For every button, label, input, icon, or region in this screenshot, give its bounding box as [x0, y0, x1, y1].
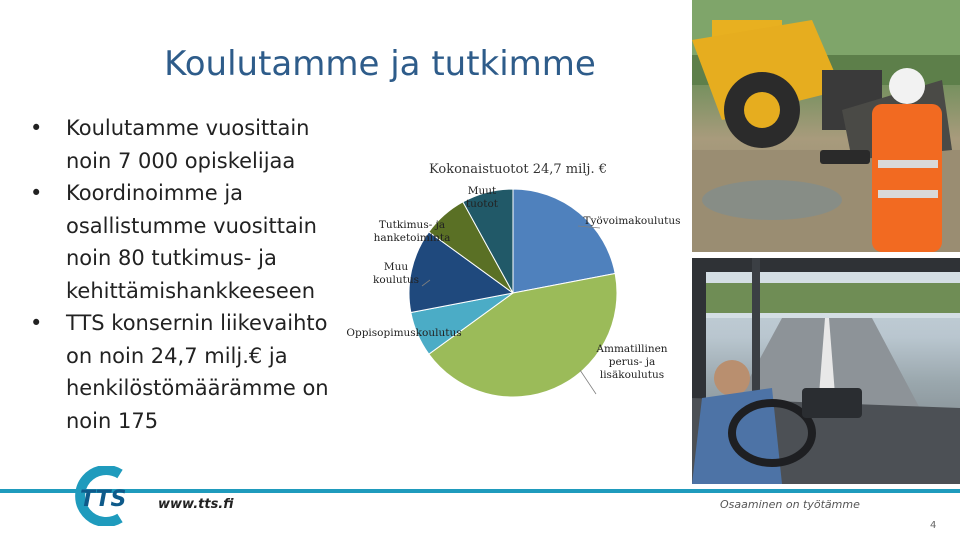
slice-label: Työvoimakoulutus — [583, 215, 681, 227]
bullet-item: • Koordinoimme ja osallistumme vuosittain noin 80 tutkimus- ja kehittämishankkeeseen — [30, 177, 350, 307]
slice-label: Ammatillinen perus- ja lisäkoulutus — [596, 343, 668, 381]
chart-title: Kokonaistuotot 24,7 milj. € — [429, 162, 607, 177]
bullet-item: • TTS konsernin liikevaihto on noin 24,7 milj.€ ja henkilöstömäärämme on noin 175 — [30, 307, 350, 437]
website-url[interactable]: www.tts.fi — [158, 497, 234, 512]
worker-photo-art — [692, 0, 960, 252]
bullet-item: • Koulutamme vuosittain noin 7 000 opiskelijaa — [30, 112, 350, 177]
slide-title: Koulutamme ja tutkimme — [164, 44, 596, 84]
slice-label: Muu koulutus — [373, 261, 419, 286]
tts-logo — [68, 466, 154, 526]
page-number: 4 — [930, 520, 937, 531]
worker-photo — [692, 0, 960, 252]
slice-label: Oppisopimuskoulutus — [346, 327, 462, 339]
slogan: Osaaminen on työtämme — [720, 498, 860, 511]
leader-line — [580, 370, 596, 394]
bus-driver-photo-art — [692, 258, 960, 484]
slice-label: Tutkimus- ja hanketoiminta — [373, 219, 451, 244]
slice-label: Muut tuotot — [465, 185, 499, 210]
bus-driver-photo — [692, 258, 960, 484]
logo-text: TTS — [80, 487, 127, 512]
